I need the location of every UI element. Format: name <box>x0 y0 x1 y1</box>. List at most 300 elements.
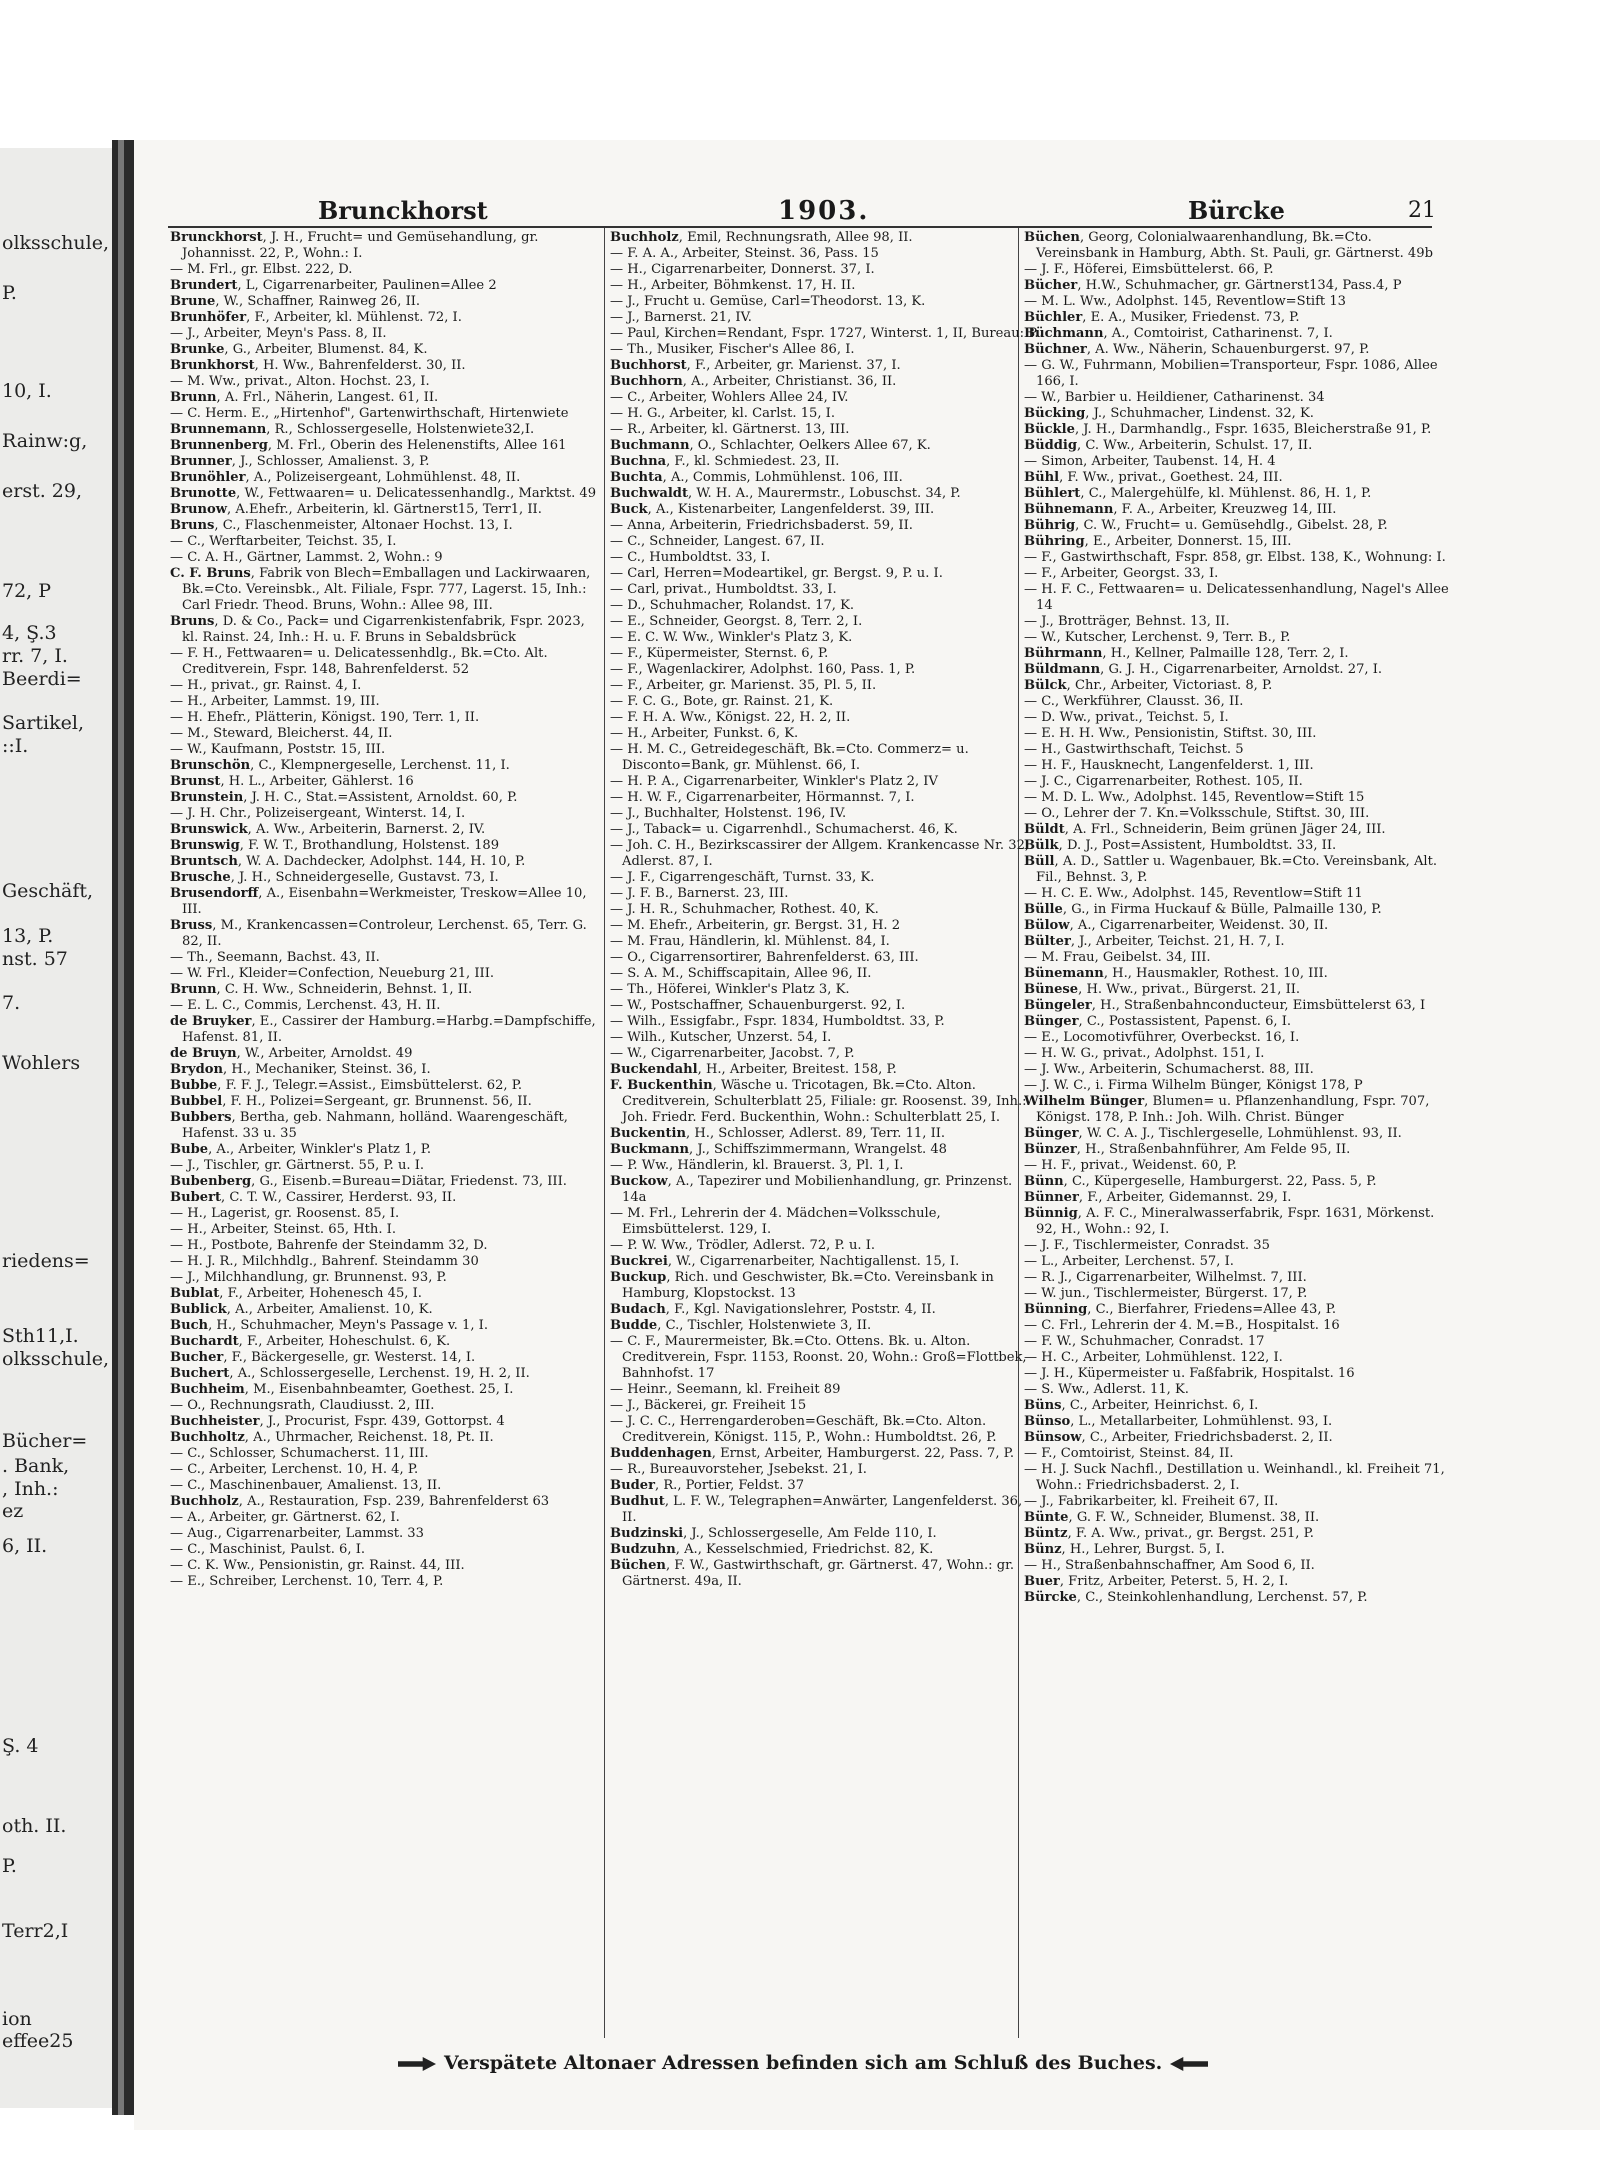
directory-entry: Buchholz, Emil, Rechnungsrath, Allee 98, II. <box>610 230 913 245</box>
entry-details: — M. Ww., privat., Alton. Hochst. 23, I. <box>170 374 430 389</box>
entry-details: F. W. T., Brothandlung, Holstenst. 189 <box>248 838 500 853</box>
entry-surname: Brunschön <box>170 758 251 773</box>
entry-surname: Brunow <box>170 502 228 517</box>
directory-entry: Bünning, C., Bierfahrer, Friedens=Allee 43, P. <box>1024 1302 1337 1317</box>
entry-surname: Bührig <box>1024 518 1076 533</box>
directory-entry: Bülck, Chr., Arbeiter, Victoriast. 8, P. <box>1024 678 1273 693</box>
entry-details: A. F. C., Mineralwasserfabrik, Fspr. 1631, Mörkenst. 92, H., Wohn.: 92, I. <box>1036 1206 1435 1237</box>
directory-entry <box>170 678 600 694</box>
entry-surname: Bruns <box>170 614 215 629</box>
entry-details: G. F. W., Schneider, Blumenst. 38, II. <box>1076 1510 1320 1525</box>
entry-details: F., Arbeiter, kl. Mühlenst. 72, I. <box>254 310 462 325</box>
directory-entry: Bruntsch, W. A. Dachdecker, Adolphst. 144, H. 10, P. <box>170 854 526 869</box>
entry-details: — H., Cigarrenarbeiter, Donnerst. 37, I. <box>610 262 875 277</box>
directory-entry: Bube, A., Arbeiter, Winkler's Platz 1, P. <box>170 1142 432 1157</box>
entry-details: H. Ww., privat., Bürgerst. 21, II. <box>1086 982 1301 997</box>
entry-surname: Bülow <box>1024 918 1070 933</box>
directory-entry <box>610 982 1040 998</box>
directory-entry <box>610 1398 1040 1414</box>
entry-details: A., Cigarrenarbeiter, Weidenst. 30, II. <box>1077 918 1329 933</box>
entry-details: F. A. Ww., privat., gr. Bergst. 251, P. <box>1075 1526 1314 1541</box>
entry-surname: Buchhorn <box>610 374 683 389</box>
entry-surname: Budach <box>610 1302 666 1317</box>
directory-entry <box>170 1398 600 1414</box>
entry-details: — M. Frl., Lehrerin der 4. Mädchen=Volksschule, Eimsbüttelerst. 129, I. <box>610 1206 941 1237</box>
entry-surname: Büchner <box>1024 342 1087 357</box>
directory-entry: Büchmann, A., Comtoirist, Catharinenst. 7, I. <box>1024 326 1333 341</box>
entry-details: — D. Ww., privat., Teichst. 5, I. <box>1024 710 1229 725</box>
entry-surname: Bünger <box>1024 1014 1079 1029</box>
directory-entry: Buchheister, J., Procurist, Fspr. 439, Gottorpst. 4 <box>170 1414 505 1429</box>
entry-details: — C., Arbeiter, Lerchenst. 10, H. 4, P. <box>170 1462 419 1477</box>
entry-details: Blumen= u. Pflanzenhandlung, Fspr. 707, Königst. 178, P. Inh.: Joh. Wilh. Christ. Bünger <box>1036 1094 1430 1125</box>
entry-details: — Th., Seemann, Bachst. 43, II. <box>170 950 380 965</box>
directory-entry <box>610 966 1040 982</box>
directory-entry <box>610 710 1040 726</box>
directory-entry <box>1024 1558 1454 1574</box>
entry-details: — S. A. M., Schiffscapitain, Allee 96, II. <box>610 966 872 981</box>
entry-details: F., kl. Schmiedest. 23, II. <box>674 454 840 469</box>
entry-details: L. F. W., Telegraphen=Anwärter, Langenfelderst. 36, II. <box>622 1494 1023 1525</box>
entry-surname: Buchheim <box>170 1382 245 1397</box>
entry-surname: Bünte <box>1024 1510 1069 1525</box>
entry-surname: Büntz <box>1024 1526 1068 1541</box>
previous-page-fragment: Sth11,I. <box>2 1325 79 1347</box>
entry-details: H., Straßenbahnconducteur, Eimsbüttelerst 63, I <box>1100 998 1426 1013</box>
directory-entry <box>610 342 1040 358</box>
entry-details: — O., Rechnungsrath, Claudiusst. 2, III. <box>170 1398 435 1413</box>
directory-entry <box>1024 566 1454 582</box>
directory-entry: Büldmann, G. J. H., Cigarrenarbeiter, Arnoldst. 27, I. <box>1024 662 1383 677</box>
entry-surname: Buckendahl <box>610 1062 698 1077</box>
entry-details: — W., Barbier u. Heildiener, Catharinenst. 34 <box>1024 390 1325 405</box>
entry-surname: Bube <box>170 1142 209 1157</box>
entry-surname: Buchholz <box>170 1494 239 1509</box>
entry-details: F. H., Polizei=Sergeant, gr. Brunnenst. 56, II. <box>230 1094 532 1109</box>
entry-surname: Brundert <box>170 278 238 293</box>
directory-entry: Bünger, C., Postassistent, Papenst. 6, I. <box>1024 1014 1292 1029</box>
directory-entry <box>610 262 1040 278</box>
entry-surname: Bünner <box>1024 1190 1079 1205</box>
entry-details: — H. J. R., Milchhdlg., Bahrenf. Steindamm 30 <box>170 1254 479 1269</box>
previous-page-fragment: , Inh.: <box>2 1478 59 1500</box>
entry-surname: Büchler <box>1024 310 1083 325</box>
directory-entry <box>610 278 1040 294</box>
entry-details: — C., Maschinist, Paulst. 6, I. <box>170 1542 366 1557</box>
entry-surname: Büchmann <box>1024 326 1104 341</box>
entry-details: W., Arbeiter, Arnoldst. 49 <box>245 1046 413 1061</box>
directory-entry: Brunnenberg, M. Frl., Oberin des Helenenstifts, Allee 161 <box>170 438 567 453</box>
directory-entry <box>610 598 1040 614</box>
directory-entry <box>170 1270 600 1286</box>
entry-surname: Brunhöfer <box>170 310 247 325</box>
entry-details: — C., Arbeiter, Wohlers Allee 24, IV. <box>610 390 849 405</box>
directory-entry <box>170 1222 600 1238</box>
entry-details: A., Comtoirist, Catharinenst. 7, I. <box>1111 326 1333 341</box>
entry-surname: Buddenhagen <box>610 1446 712 1461</box>
directory-entry <box>610 518 1040 534</box>
entry-details: — J. H. R., Schuhmacher, Rothest. 40, K. <box>610 902 879 917</box>
entry-details: — D., Schuhmacher, Rolandst. 17, K. <box>610 598 855 613</box>
entry-surname: Bubbel <box>170 1094 223 1109</box>
entry-surname: Bubbe <box>170 1078 218 1093</box>
previous-page-fragment: Beerdi= <box>2 668 82 690</box>
entry-surname: Buckentin <box>610 1126 687 1141</box>
directory-entry: Büchen, F. W., Gastwirthschaft, gr. Gärtnerst. 47, Wohn.: gr. Gärtnerst. 49a, II. <box>610 1558 1015 1589</box>
entry-details: — H. F. C., Fettwaaren= u. Delicatessenhandlung, Nagel's Allee 14 <box>1024 582 1449 613</box>
entry-details: — H., Arbeiter, Steinst. 65, Hth. I. <box>170 1222 397 1237</box>
entry-details: — Th., Höferei, Winkler's Platz 3, K. <box>610 982 850 997</box>
directory-entry: Brunn, C. H. Ww., Schneiderin, Behnst. 1, II. <box>170 982 473 997</box>
directory-entry <box>610 806 1040 822</box>
directory-entry: Brunschön, C., Klempnergeselle, Lerchenst. 11, I. <box>170 758 510 773</box>
entry-details: — Simon, Arbeiter, Taubenst. 14, H. 4 <box>1024 454 1276 469</box>
entry-surname: Brunnemann <box>170 422 267 437</box>
pointing-hand-icon <box>1170 2057 1208 2071</box>
entry-details: — W., Kutscher, Lerchenst. 9, Terr. B., P. <box>1024 630 1291 645</box>
entry-details: — W., Postschaffner, Schauenburgerst. 92, I. <box>610 998 906 1013</box>
directory-entry: Bücking, J., Schuhmacher, Lindenst. 32, K. <box>1024 406 1314 421</box>
entry-details: A., Kesselschmied, Friedrichst. 82, K. <box>684 1542 934 1557</box>
entry-details: — M. Frau, Händlerin, kl. Mühlenst. 84, I. <box>610 934 890 949</box>
directory-entry <box>610 1030 1040 1046</box>
entry-surname: Bührmann <box>1024 646 1103 661</box>
previous-page-fragment: 7. <box>2 992 21 1014</box>
entry-details: Georg, Colonialwaarenhandlung, Bk.=Cto. Vereinsbank in Hamburg, Abth. St. Pauli, gr. Gärtnerst. 49b <box>1036 230 1433 261</box>
directory-entry: Bruns, C., Flaschenmeister, Altonaer Hochst. 13, I. <box>170 518 513 533</box>
entry-details: M., Eisenbahnbeamter, Goethest. 25, I. <box>253 1382 514 1397</box>
entry-details: Fabrik von Blech=Emballagen und Lackirwaaren, Bk.=Cto. Vereinsbk., Alt. Filiale, Fspr. 777, Lagerst. 15, Inh.: Carl Friedr. Theod. Bruns, Wohn.: Allee 98, III. <box>182 566 591 613</box>
entry-details: A., Tapezirer und Mobilienhandlung, gr. Prinzenst. 14a <box>622 1174 1013 1205</box>
directory-entry: Buckup, Rich. und Geschwister, Bk.=Cto. Vereinsbank in Hamburg, Klopstockst. 13 <box>610 1270 994 1301</box>
entry-details: Ernst, Arbeiter, Hamburgerst. 22, Pass. 7, P. <box>720 1446 1014 1461</box>
directory-entry: Bünemann, H., Hausmakler, Rothest. 10, III. <box>1024 966 1328 981</box>
directory-entry: Brunswick, A. Ww., Arbeiterin, Barnerst. 2, IV. <box>170 822 486 837</box>
entry-surname: C. F. Bruns <box>170 566 251 581</box>
entry-details: F., Bäckergeselle, gr. Westerst. 14, I. <box>231 1350 476 1365</box>
entry-details: A., Eisenbahn=Werkmeister, Treskow=Allee 10, III. <box>182 886 587 917</box>
entry-details: — J., Milchhandlung, gr. Brunnenst. 93, P. <box>170 1270 447 1285</box>
previous-page-fragment: Wohlers <box>2 1052 81 1074</box>
entry-details: C., Postassistent, Papenst. 6, I. <box>1086 1014 1292 1029</box>
entry-details: H. L., Arbeiter, Gählerst. 16 <box>228 774 414 789</box>
directory-entry: Brunke, G., Arbeiter, Blumenst. 84, K. <box>170 342 428 357</box>
directory-entry: Bücher, H.W., Schuhmacher, gr. Gärtnerst134, Pass.4, P <box>1024 278 1402 293</box>
directory-entry <box>610 646 1040 662</box>
entry-details: — O., Cigarrensortirer, Bahrenfelderst. 63, III. <box>610 950 919 965</box>
directory-entry <box>1024 1254 1454 1270</box>
previous-page-edge <box>0 148 112 2108</box>
entry-details: J., Schiffszimmermann, Wrangelst. 48 <box>697 1142 948 1157</box>
directory-entry <box>1024 550 1454 566</box>
entry-details: A. Ww., Arbeiterin, Barnerst. 2, IV. <box>256 822 486 837</box>
directory-entry <box>1024 1030 1454 1046</box>
directory-entry: Buckow, A., Tapezirer und Mobilienhandlung, gr. Prinzenst. 14a <box>610 1174 1013 1205</box>
directory-entry: Bünner, F., Arbeiter, Gidemannst. 29, I. <box>1024 1190 1292 1205</box>
directory-entry <box>610 950 1040 966</box>
entry-details: — P. Ww., Händlerin, kl. Brauerst. 3, Pl. 1, I. <box>610 1158 904 1173</box>
directory-entry: Bubbel, F. H., Polizei=Sergeant, gr. Brunnenst. 56, II. <box>170 1094 532 1109</box>
entry-details: — P. W. Ww., Trödler, Adlerst. 72, P. u. I. <box>610 1238 876 1253</box>
directory-entry: Budach, F., Kgl. Navigationslehrer, Poststr. 4, II. <box>610 1302 936 1317</box>
directory-entry <box>1024 1158 1454 1174</box>
directory-entry: Bühring, E., Arbeiter, Donnerst. 15, III. <box>1024 534 1292 549</box>
directory-entry <box>610 582 1040 598</box>
entry-details: — H. J. Suck Nachfl., Destillation u. Weinhandl., kl. Freiheit 71, Wohn.: Friedrichsbaderst. 2, I. <box>1024 1462 1445 1493</box>
entry-surname: Bühl <box>1024 470 1060 485</box>
entry-details: — M., Steward, Bleicherst. 44, II. <box>170 726 393 741</box>
directory-entry <box>610 406 1040 422</box>
directory-entry <box>610 422 1040 438</box>
directory-entry <box>1024 758 1454 774</box>
entry-details: — F. C. G., Bote, gr. Rainst. 21, K. <box>610 694 834 709</box>
entry-details: — Paul, Kirchen=Rendant, Fspr. 1727, Winterst. 1, II, Bureau: P. <box>610 326 1039 341</box>
entry-details: E., Cassirer der Hamburg.=Harbg.=Dampfschiffe, Hafenst. 81, II. <box>182 1014 596 1045</box>
previous-page-fragment: Ş. 4 <box>2 1735 39 1757</box>
directory-entry: Bünnig, A. F. C., Mineralwasserfabrik, Fspr. 1631, Mörkenst. 92, H., Wohn.: 92, I. <box>1024 1206 1435 1237</box>
entry-surname: Bucher <box>170 1350 224 1365</box>
entry-details: F. Ww., privat., Goethest. 24, III. <box>1067 470 1283 485</box>
previous-page-fragment: Bücher= <box>2 1430 88 1452</box>
entry-details: J., Procurist, Fspr. 439, Gottorpst. 4 <box>267 1414 505 1429</box>
entry-surname: Buer <box>1024 1574 1060 1589</box>
entry-details: Fritz, Arbeiter, Peterst. 5, H. 2, I. <box>1068 1574 1289 1589</box>
entry-details: W., Fettwaaren= u. Delicatessenhandlg., Marktst. 49 <box>244 486 597 501</box>
entry-surname: Bünger <box>1024 1126 1079 1141</box>
entry-details: — J. F. B., Barnerst. 23, III. <box>610 886 789 901</box>
directory-entry <box>1024 774 1454 790</box>
entry-details: A. Frl., Näherin, Langest. 61, II. <box>224 390 439 405</box>
entry-details: — W., Kaufmann, Poststr. 15, III. <box>170 742 386 757</box>
entry-details: A. Frl., Schneiderin, Beim grünen Jäger 24, III. <box>1073 822 1386 837</box>
entry-details: — J., Barnerst. 21, IV. <box>610 310 752 325</box>
entry-details: F. F. J., Telegr.=Assist., Eimsbüttelerst. 62, P. <box>225 1078 523 1093</box>
directory-entry <box>610 294 1040 310</box>
directory-entry: Budzinski, J., Schlossergeselle, Am Felde 110, I. <box>610 1526 937 1541</box>
directory-entry: Brunswig, F. W. T., Brothandlung, Holstenst. 189 <box>170 838 500 853</box>
entry-details: — Wilh., Essigfabr., Fspr. 1834, Humboldtst. 33, P. <box>610 1014 945 1029</box>
entry-surname: Bruntsch <box>170 854 238 869</box>
entry-details: — J. F., Cigarrengeschäft, Turnst. 33, K. <box>610 870 875 885</box>
entry-details: J. H. C., Stat.=Assistent, Arnoldst. 60, P. <box>251 790 518 805</box>
entry-details: — G. W., Fuhrmann, Mobilien=Transporteur, Fspr. 1086, Allee 166, I. <box>1024 358 1438 389</box>
entry-details: — C. A. H., Gärtner, Lammst. 2, Wohn.: 9 <box>170 550 443 565</box>
directory-entry: Bubenberg, G., Eisenb.=Bureau=Diätar, Friedenst. 73, III. <box>170 1174 567 1189</box>
directory-entry: Buchholz, A., Restauration, Fsp. 239, Bahrenfelderst 63 <box>170 1494 550 1509</box>
entry-details: — W. Frl., Kleider=Confection, Neueburg 21, III. <box>170 966 495 981</box>
directory-entry: Brundert, L, Cigarrenarbeiter, Paulinen=Allee 2 <box>170 278 497 293</box>
footer-text: Verspätete Altonaer Adressen befinden sich am Schluß des Buches. <box>444 2052 1163 2074</box>
directory-entry: Buchhorst, F., Arbeiter, gr. Marienst. 37, I. <box>610 358 901 373</box>
directory-entry <box>170 1238 600 1254</box>
entry-surname: Buchholtz <box>170 1430 245 1445</box>
directory-entry <box>1024 582 1454 614</box>
entry-details: — M. Frl., gr. Elbst. 222, D. <box>170 262 353 277</box>
directory-entry <box>610 614 1040 630</box>
directory-entry <box>170 1446 600 1462</box>
entry-details: A. Ww., Näherin, Schauenburgerst. 97, P. <box>1095 342 1370 357</box>
entry-surname: Buchta <box>610 470 663 485</box>
previous-page-fragment: 6, II. <box>2 1535 48 1557</box>
previous-page-fragment: olksschule, <box>2 1348 110 1370</box>
entry-surname: Bublick <box>170 1302 227 1317</box>
entry-details: — J., Frucht u. Gemüse, Carl=Theodorst. 13, K. <box>610 294 926 309</box>
book-gutter-highlight <box>118 140 124 2115</box>
entry-details: — C. K. Ww., Pensionistin, gr. Rainst. 44, III. <box>170 1558 465 1573</box>
directory-entry: Bünso, L., Metallarbeiter, Lohmühlenst. 93, I. <box>1024 1414 1333 1429</box>
entry-details: — E. L. C., Commis, Lerchenst. 43, H. II. <box>170 998 441 1013</box>
entry-details: J., Schlosser, Amalienst. 3, P. <box>240 454 430 469</box>
directory-entry <box>610 662 1040 678</box>
directory-entry <box>610 694 1040 710</box>
entry-surname: Bublat <box>170 1286 220 1301</box>
directory-entry <box>610 678 1040 694</box>
entry-surname: Brunswig <box>170 838 240 853</box>
directory-entry: Bünger, W. C. A. J., Tischlergeselle, Lohmühlenst. 93, II. <box>1024 1126 1402 1141</box>
entry-surname: Bubbers <box>170 1110 232 1125</box>
directory-entry <box>170 1542 600 1558</box>
entry-details: — S. Ww., Adlerst. 11, K. <box>1024 1382 1189 1397</box>
entry-surname: Buch <box>170 1318 209 1333</box>
entry-surname: Bünning <box>1024 1302 1088 1317</box>
directory-entry <box>610 790 1040 806</box>
entry-details: A. D., Sattler u. Wagenbauer, Bk.=Cto. Vereinsbank, Alt. Fil., Behnst. 3, P. <box>1036 854 1438 885</box>
entry-details: — J., Bäckerei, gr. Freiheit 15 <box>610 1398 807 1413</box>
entry-details: Rich. und Geschwister, Bk.=Cto. Vereinsbank in Hamburg, Klopstockst. 13 <box>622 1270 994 1301</box>
directory-entry: Bünsow, C., Arbeiter, Friedrichsbaderst. 2, II. <box>1024 1430 1333 1445</box>
entry-details: C., Tischler, Holstenwiete 3, II. <box>665 1318 872 1333</box>
directory-entry: Brunner, J., Schlosser, Amalienst. 3, P. <box>170 454 430 469</box>
directory-entry <box>610 534 1040 550</box>
directory-entry <box>610 1414 1040 1446</box>
directory-entry: Buckendahl, H., Arbeiter, Breitest. 158, P. <box>610 1062 897 1077</box>
entry-details: — C., Schneider, Langest. 67, II. <box>610 534 825 549</box>
entry-details: M. Frl., Oberin des Helenenstifts, Allee 161 <box>276 438 567 453</box>
entry-details: — M. D. L. Ww., Adolphst. 145, Reventlow=Stift 15 <box>1024 790 1365 805</box>
directory-entry: Brunckhorst, J. H., Frucht= und Gemüsehandlung, gr. Johannisst. 22, P., Wohn.: I. <box>170 230 539 261</box>
previous-page-fragment: P. <box>2 282 17 304</box>
directory-entry <box>170 326 600 342</box>
entry-details: H., Hausmakler, Rothest. 10, III. <box>1112 966 1328 981</box>
directory-entry <box>1024 886 1454 902</box>
entry-details: A., Arbeiter, Amalienst. 10, K. <box>235 1302 433 1317</box>
entry-details: — C., Humboldtst. 33, I. <box>610 550 771 565</box>
directory-entry <box>170 950 600 966</box>
directory-entry: Brusendorff, A., Eisenbahn=Werkmeister, Treskow=Allee 10, III. <box>170 886 587 917</box>
entry-details: — C. F., Maurermeister, Bk.=Cto. Ottens. Bk. u. Alton. Creditverein, Fspr. 1153, Roonst. 20, Wohn.: Groß=Flottbek, Bahnhofst. 17 <box>610 1334 1027 1381</box>
directory-entry <box>170 646 600 678</box>
previous-page-fragment: olksschule, <box>2 232 110 254</box>
directory-entry <box>1024 806 1454 822</box>
entry-details: — H. C., Arbeiter, Lohmühlenst. 122, I. <box>1024 1350 1283 1365</box>
entry-details: H., Lehrer, Burgst. 5, I. <box>1069 1542 1225 1557</box>
column-left <box>170 230 600 2038</box>
entry-details: — J., Buchhalter, Holstenst. 196, IV. <box>610 806 847 821</box>
entry-surname: Bünsow <box>1024 1430 1082 1445</box>
directory-entry: C. F. Bruns, Fabrik von Blech=Emballagen und Lackirwaaren, Bk.=Cto. Vereinsbk., Alt. Filiale, Fspr. 777, Lagerst. 15, Inh.: Carl Friedr. Theod. Bruns, Wohn.: Allee 98, III. <box>170 566 591 613</box>
previous-page-fragment: ez <box>2 1500 24 1522</box>
entry-details: — W. jun., Tischlermeister, Bürgerst. 17, P. <box>1024 1286 1308 1301</box>
directory-entry <box>1024 1462 1454 1494</box>
directory-entry: Budde, C., Tischler, Holstenwiete 3, II. <box>610 1318 872 1333</box>
entry-surname: de Bruyker <box>170 1014 252 1029</box>
entry-details: — J., Fabrikarbeiter, kl. Freiheit 67, II. <box>1024 1494 1279 1509</box>
directory-entry: Brunotte, W., Fettwaaren= u. Delicatessenhandlg., Marktst. 49 <box>170 486 597 501</box>
entry-surname: Bülk <box>1024 838 1059 853</box>
entry-surname: Brunstein <box>170 790 244 805</box>
entry-details: F. A., Arbeiter, Kreuzweg 14, III. <box>1121 502 1337 517</box>
entry-surname: Brunckhorst <box>170 230 263 245</box>
directory-entry: Buchmann, O., Schlachter, Oelkers Allee 67, K. <box>610 438 931 453</box>
directory-entry <box>610 774 1040 790</box>
directory-entry: Bülk, D. J., Post=Assistent, Humboldtst. 33, II. <box>1024 838 1337 853</box>
entry-details: — C., Werftarbeiter, Teichst. 35, I. <box>170 534 397 549</box>
entry-details: A., Arbeiter, Christianst. 36, II. <box>691 374 897 389</box>
directory-entry <box>610 902 1040 918</box>
entry-details: F. W., Gastwirthschaft, gr. Gärtnerst. 47, Wohn.: gr. Gärtnerst. 49a, II. <box>622 1558 1015 1589</box>
entry-details: J., Schuhmacher, Lindenst. 32, K. <box>1093 406 1314 421</box>
entry-details: — H. W. G., privat., Adolphst. 151, I. <box>1024 1046 1265 1061</box>
directory-entry: Brunöhler, A., Polizeisergeant, Lohmühlenst. 48, II. <box>170 470 521 485</box>
entry-surname: Büldt <box>1024 822 1065 837</box>
directory-entry: Bubert, C. T. W., Cassirer, Herderst. 93, II. <box>170 1190 457 1205</box>
entry-surname: Buckow <box>610 1174 668 1189</box>
directory-entry <box>610 742 1040 774</box>
directory-entry: Buddenhagen, Ernst, Arbeiter, Hamburgerst. 22, Pass. 7, P. <box>610 1446 1014 1461</box>
entry-details: — J., Brotträger, Behnst. 13, II. <box>1024 614 1230 629</box>
page-number: 21 <box>1408 198 1436 223</box>
entry-details: — M. Ehefr., Arbeiterin, gr. Bergst. 31, H. 2 <box>610 918 901 933</box>
directory-entry: Brunhöfer, F., Arbeiter, kl. Mühlenst. 72, I. <box>170 310 462 325</box>
directory-entry: Bublat, F., Arbeiter, Hohenesch 45, I. <box>170 1286 422 1301</box>
entry-details: — C. Herm. E., „Hirtenhof", Gartenwirthschaft, Hirtenwiete <box>170 406 569 421</box>
entry-surname: Brunn <box>170 390 217 405</box>
directory-entry <box>170 1558 600 1574</box>
entry-details: — Carl, privat., Humboldtst. 33, I. <box>610 582 837 597</box>
directory-entry <box>1024 1238 1454 1254</box>
entry-details: — F., Arbeiter, gr. Marienst. 35, Pl. 5, II. <box>610 678 877 693</box>
directory-entry <box>170 710 600 726</box>
entry-details: — F., Comtoirist, Steinst. 84, II. <box>1024 1446 1234 1461</box>
entry-surname: Bünnig <box>1024 1206 1078 1221</box>
entry-details: — E. C. W. Ww., Winkler's Platz 3, K. <box>610 630 853 645</box>
entry-details: — H., privat., gr. Rainst. 4, I. <box>170 678 362 693</box>
previous-page-fragment: Rainw:g, <box>2 430 88 452</box>
entry-details: W. A. Dachdecker, Adolphst. 144, H. 10, P. <box>246 854 526 869</box>
directory-entry <box>610 630 1040 646</box>
entry-details: — H. Ehefr., Plätterin, Königst. 190, Terr. 1, II. <box>170 710 480 725</box>
entry-surname: Bruns <box>170 518 215 533</box>
directory-entry <box>170 1574 600 1590</box>
entry-details: — J. Ww., Arbeiterin, Schumacherst. 88, III. <box>1024 1062 1314 1077</box>
directory-entry: Büll, A. D., Sattler u. Wagenbauer, Bk.=Cto. Vereinsbank, Alt. Fil., Behnst. 3, P. <box>1024 854 1438 885</box>
entry-details: — H. P. A., Cigarrenarbeiter, Winkler's Platz 2, IV <box>610 774 938 789</box>
directory-entry: Bülter, J., Arbeiter, Teichst. 21, H. 7, I. <box>1024 934 1285 949</box>
entry-details: — E., Locomotivführer, Overbeckst. 16, I. <box>1024 1030 1300 1045</box>
entry-details: F., Arbeiter, Gidemannst. 29, I. <box>1087 1190 1292 1205</box>
directory-entry: Bülow, A., Cigarrenarbeiter, Weidenst. 30, II. <box>1024 918 1329 933</box>
directory-entry <box>170 1526 600 1542</box>
directory-entry: Büchler, E. A., Musiker, Friedenst. 73, P. <box>1024 310 1300 325</box>
entry-surname: Brunnenberg <box>170 438 268 453</box>
entry-details: — H. F., privat., Weidenst. 60, P. <box>1024 1158 1237 1173</box>
directory-entry <box>610 886 1040 902</box>
entry-details: — Joh. C. H., Bezirkscassirer der Allgem. Krankencasse Nr. 32, Adlerst. 87, I. <box>610 838 1030 869</box>
previous-page-fragment: effee25 <box>2 2030 74 2052</box>
entry-surname: Bülle <box>1024 902 1063 917</box>
entry-surname: Buchardt <box>170 1334 239 1349</box>
entry-details: R., Portier, Feldst. 37 <box>663 1478 805 1493</box>
